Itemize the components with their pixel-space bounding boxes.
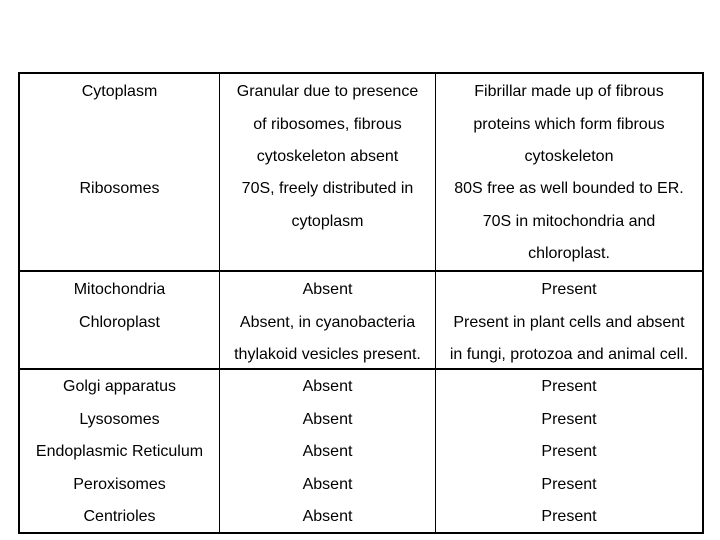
eukaryotic-cell: 80S free as well bounded to ER. bbox=[454, 180, 684, 197]
eukaryotic-cell: Present bbox=[541, 508, 597, 525]
feature-cell: Ribosomes bbox=[79, 180, 160, 197]
table-border-left bbox=[18, 72, 20, 534]
prokaryotic-cell: Absent, in cyanobacteria bbox=[239, 314, 416, 331]
prokaryotic-cell: Absent bbox=[302, 411, 353, 428]
prokaryotic-cell: cytoplasm bbox=[291, 213, 364, 230]
feature-cell: Endoplasmic Reticulum bbox=[35, 443, 204, 460]
eukaryotic-cell: chloroplast. bbox=[528, 245, 610, 262]
eukaryotic-cell: in fungi, protozoa and animal cell. bbox=[449, 346, 689, 363]
table-border-right bbox=[702, 72, 704, 534]
prokaryotic-cell: Absent bbox=[302, 508, 353, 525]
column-divider bbox=[219, 72, 220, 534]
prokaryotic-cell: Absent bbox=[302, 378, 353, 395]
prokaryotic-cell: Absent bbox=[302, 443, 353, 460]
table-border-bottom bbox=[18, 532, 704, 534]
comparison-table bbox=[18, 72, 704, 534]
feature-cell: Peroxisomes bbox=[73, 476, 166, 493]
eukaryotic-cell: cytoskeleton bbox=[524, 148, 614, 165]
table-border-top bbox=[18, 72, 704, 74]
eukaryotic-cell: Present bbox=[541, 281, 597, 298]
row-divider bbox=[18, 270, 704, 272]
eukaryotic-cell: Present bbox=[541, 476, 597, 493]
prokaryotic-cell: cytoskeleton absent bbox=[256, 148, 399, 165]
feature-cell: Cytoplasm bbox=[81, 83, 158, 100]
eukaryotic-cell: Present bbox=[541, 378, 597, 395]
feature-cell: Mitochondria bbox=[73, 281, 166, 298]
feature-cell: Lysosomes bbox=[79, 411, 160, 428]
prokaryotic-cell: Absent bbox=[302, 281, 353, 298]
feature-cell: Chloroplast bbox=[79, 314, 160, 331]
eukaryotic-cell: Present bbox=[541, 411, 597, 428]
prokaryotic-cell: Absent bbox=[302, 476, 353, 493]
eukaryotic-cell: proteins which form fibrous bbox=[473, 116, 665, 133]
prokaryotic-cell: of ribosomes, fibrous bbox=[253, 116, 402, 133]
eukaryotic-cell: 70S in mitochondria and bbox=[482, 213, 656, 230]
prokaryotic-cell: Granular due to presence bbox=[236, 83, 419, 100]
eukaryotic-cell: Present in plant cells and absent bbox=[453, 314, 685, 331]
eukaryotic-cell: Fibrillar made up of fibrous bbox=[474, 83, 664, 100]
row-divider bbox=[18, 368, 704, 370]
column-divider bbox=[435, 72, 436, 534]
prokaryotic-cell: thylakoid vesicles present. bbox=[234, 346, 421, 363]
prokaryotic-cell: 70S, freely distributed in bbox=[241, 180, 414, 197]
feature-cell: Centrioles bbox=[83, 508, 156, 525]
feature-cell: Golgi apparatus bbox=[63, 378, 176, 395]
eukaryotic-cell: Present bbox=[541, 443, 597, 460]
